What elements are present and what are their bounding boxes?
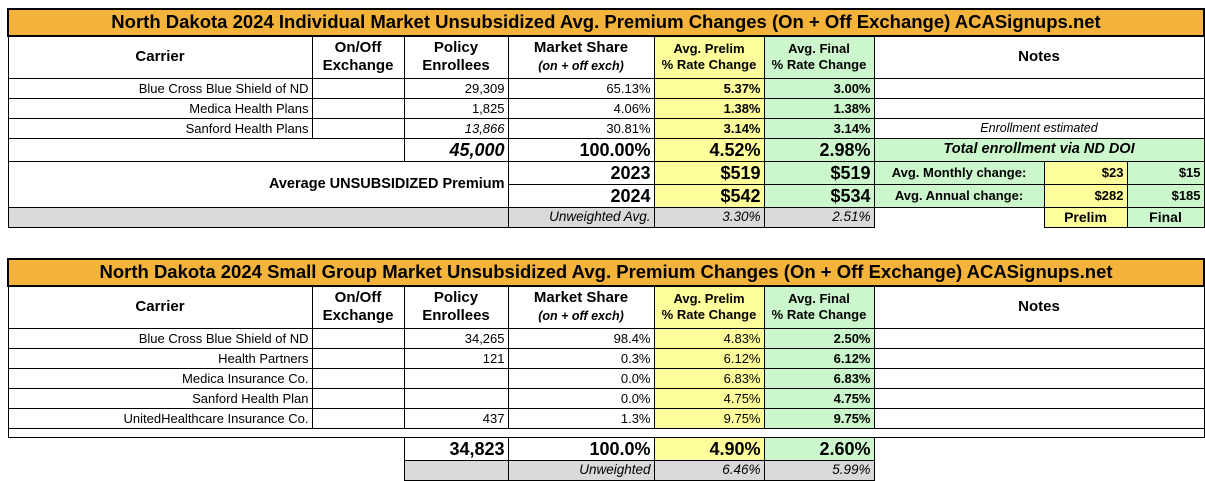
table-row — [8, 368, 1204, 388]
prelim-cell: 6.83% — [654, 368, 764, 388]
final-cell: 2.50% — [764, 328, 874, 348]
enrollees-cell: 29,309 — [404, 78, 508, 98]
change-prelim: $282 — [1044, 184, 1127, 207]
final-cell: 6.83% — [764, 368, 874, 388]
header-market-share: Market Share (on + off exch) — [508, 286, 654, 328]
carrier-cell: UnitedHealthcare Insurance Co. — [8, 408, 312, 428]
total-notes-blank — [874, 437, 1204, 460]
notes-cell — [874, 328, 1204, 348]
unweighted-label: Unweighted — [508, 460, 654, 480]
carrier-cell: Blue Cross Blue Shield of ND — [8, 328, 312, 348]
share-cell: 0.0% — [508, 368, 654, 388]
share-cell: 65.13% — [508, 78, 654, 98]
total-enrollees: 34,823 — [404, 437, 508, 460]
notes-cell: Enrollment estimated — [874, 118, 1204, 138]
header-enrollees: Policy Enrollees — [404, 36, 508, 78]
final-cell: 1.38% — [764, 98, 874, 118]
change-label: Avg. Monthly change: — [874, 161, 1044, 184]
exchange-cell — [312, 408, 404, 428]
unweighted-final: 5.99% — [764, 460, 874, 480]
avg-final: $519 — [764, 161, 874, 184]
col-label-prelim: Prelim — [1044, 207, 1127, 227]
prelim-cell: 9.75% — [654, 408, 764, 428]
exchange-cell — [312, 368, 404, 388]
enrollees-cell: 13,866 — [404, 118, 508, 138]
carrier-cell: Sanford Health Plans — [8, 118, 312, 138]
final-cell: 3.00% — [764, 78, 874, 98]
share-cell: 1.3% — [508, 408, 654, 428]
final-cell: 3.14% — [764, 118, 874, 138]
unweighted-row — [8, 460, 1204, 480]
unweighted-spacer-left — [8, 460, 404, 480]
header-exchange: On/Off Exchange — [312, 36, 404, 78]
share-cell: 98.4% — [508, 328, 654, 348]
table-row — [8, 98, 1204, 118]
final-cell: 4.75% — [764, 388, 874, 408]
final-cell: 6.12% — [764, 348, 874, 368]
spacer-row — [8, 428, 1204, 437]
table-row — [8, 348, 1204, 368]
carrier-cell: Health Partners — [8, 348, 312, 368]
share-cell: 4.06% — [508, 98, 654, 118]
enrollees-cell — [404, 368, 508, 388]
unweighted-prelim: 3.30% — [654, 207, 764, 227]
table-row — [8, 328, 1204, 348]
unweighted-row — [8, 207, 1204, 227]
total-enrollees: 45,000 — [404, 138, 508, 161]
exchange-cell — [312, 348, 404, 368]
header-final: Avg. Final % Rate Change — [764, 286, 874, 328]
total-share: 100.00% — [508, 138, 654, 161]
exchange-cell — [312, 98, 404, 118]
table-row — [8, 408, 1204, 428]
carrier-cell: Blue Cross Blue Shield of ND — [8, 78, 312, 98]
unweighted-label: Unweighted Avg. — [508, 207, 654, 227]
unweighted-prelim: 6.46% — [654, 460, 764, 480]
avg-premium-label: Average UNSUBSIDIZED Premium — [8, 161, 508, 207]
avg-year: 2024 — [508, 184, 654, 207]
header-carrier: Carrier — [8, 36, 312, 78]
header-enrollees: Policy Enrollees — [404, 286, 508, 328]
individual-market-table — [7, 8, 1205, 228]
final-cell: 9.75% — [764, 408, 874, 428]
total-row — [8, 138, 1204, 161]
unweighted-blank — [8, 207, 508, 227]
header-market-share: Market Share (on + off exch) — [508, 36, 654, 78]
individual-title: North Dakota 2024 Individual Market Unsubsidized Avg. Premium Changes (On + Off Exchange) ACASignups.net — [8, 9, 1204, 36]
notes-cell — [874, 388, 1204, 408]
share-cell: 0.3% — [508, 348, 654, 368]
share-cell: 0.0% — [508, 388, 654, 408]
avg-year: 2023 — [508, 161, 654, 184]
notes-cell — [874, 368, 1204, 388]
table-row — [8, 78, 1204, 98]
avg-final: $534 — [764, 184, 874, 207]
carrier-cell: Sanford Health Plan — [8, 388, 312, 408]
total-share: 100.0% — [508, 437, 654, 460]
table-row — [8, 388, 1204, 408]
exchange-cell — [312, 118, 404, 138]
exchange-cell — [312, 328, 404, 348]
total-note: Total enrollment via ND DOI — [874, 138, 1204, 161]
prelim-cell: 5.37% — [654, 78, 764, 98]
header-carrier: Carrier — [8, 286, 312, 328]
prelim-cell: 1.38% — [654, 98, 764, 118]
carrier-cell: Medica Insurance Co. — [8, 368, 312, 388]
change-final: $15 — [1127, 161, 1204, 184]
enrollees-cell: 437 — [404, 408, 508, 428]
exchange-cell — [312, 388, 404, 408]
enrollees-cell — [404, 388, 508, 408]
exchange-cell — [312, 78, 404, 98]
total-prelim: 4.90% — [654, 437, 764, 460]
unweighted-spacer-right — [874, 460, 1204, 480]
notes-cell — [874, 98, 1204, 118]
avg-prelim: $542 — [654, 184, 764, 207]
unweighted-blank — [404, 460, 508, 480]
notes-cell — [874, 78, 1204, 98]
header-prelim: Avg. Prelim % Rate Change — [654, 36, 764, 78]
total-row — [8, 437, 1204, 460]
col-label-final: Final — [1127, 207, 1204, 227]
header-notes: Notes — [874, 286, 1204, 328]
avg-premium-row — [8, 161, 1204, 184]
carrier-cell: Medica Health Plans — [8, 98, 312, 118]
prelim-cell: 4.75% — [654, 388, 764, 408]
prelim-cell: 4.83% — [654, 328, 764, 348]
total-blank — [8, 138, 404, 161]
total-prelim: 4.52% — [654, 138, 764, 161]
unweighted-final: 2.51% — [764, 207, 874, 227]
enrollees-cell: 121 — [404, 348, 508, 368]
total-final: 2.60% — [764, 437, 874, 460]
header-exchange: On/Off Exchange — [312, 286, 404, 328]
total-final: 2.98% — [764, 138, 874, 161]
change-prelim: $23 — [1044, 161, 1127, 184]
header-final: Avg. Final % Rate Change — [764, 36, 874, 78]
notes-cell — [874, 348, 1204, 368]
header-prelim: Avg. Prelim % Rate Change — [654, 286, 764, 328]
small-group-market-table — [7, 258, 1205, 481]
unweighted-spacer — [874, 207, 1044, 227]
prelim-cell: 6.12% — [654, 348, 764, 368]
enrollees-cell: 1,825 — [404, 98, 508, 118]
share-cell: 30.81% — [508, 118, 654, 138]
notes-cell — [874, 408, 1204, 428]
table-row — [8, 118, 1204, 138]
avg-prelim: $519 — [654, 161, 764, 184]
header-notes: Notes — [874, 36, 1204, 78]
enrollees-cell: 34,265 — [404, 328, 508, 348]
small-group-title: North Dakota 2024 Small Group Market Unsubsidized Avg. Premium Changes (On + Off Exchange) ACASignups.net — [8, 259, 1204, 286]
total-blank — [8, 437, 404, 460]
change-label: Avg. Annual change: — [874, 184, 1044, 207]
change-final: $185 — [1127, 184, 1204, 207]
prelim-cell: 3.14% — [654, 118, 764, 138]
